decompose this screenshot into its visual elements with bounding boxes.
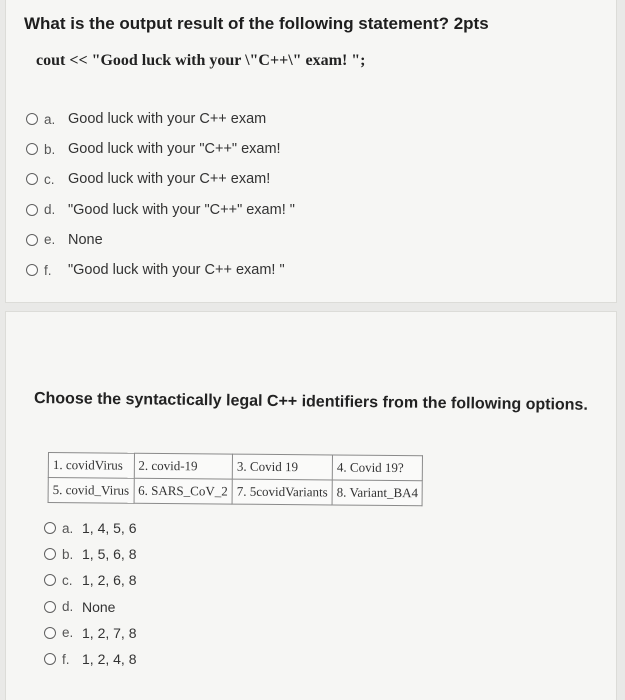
radio-button-icon[interactable] — [44, 627, 56, 639]
table-row — [48, 453, 423, 481]
table-cell: 2. covid-19 — [134, 453, 233, 479]
option-text: 1, 2, 7, 8 — [82, 624, 137, 641]
table-cell: 8. Variant_BA4 — [332, 480, 423, 506]
option-letter: f. — [62, 651, 70, 667]
option-d[interactable] — [26, 195, 295, 225]
question-2-options — [44, 515, 136, 672]
option-text: Good luck with your C++ exam! — [68, 171, 271, 188]
option-text: 1, 4, 5, 6 — [82, 520, 137, 537]
option-letter: a. — [62, 520, 74, 536]
radio-button-icon[interactable] — [44, 653, 56, 665]
option-text: "Good luck with your "C++" exam! " — [68, 201, 295, 218]
radio-button-icon[interactable] — [26, 173, 38, 185]
radio-button-icon[interactable] — [26, 264, 38, 276]
option-e[interactable] — [26, 225, 295, 255]
radio-button-icon[interactable] — [26, 113, 38, 125]
option-text: None — [68, 231, 103, 248]
option-letter: c. — [44, 171, 55, 187]
option-c[interactable] — [44, 567, 136, 593]
option-d[interactable] — [44, 594, 136, 620]
table-cell: 7. 5covidVariants — [232, 479, 332, 505]
question-1-card — [6, 0, 616, 302]
option-letter: e. — [44, 232, 56, 248]
radio-button-icon[interactable] — [26, 234, 38, 246]
radio-button-icon[interactable] — [26, 143, 38, 155]
option-letter: c. — [62, 572, 73, 588]
radio-button-icon[interactable] — [44, 601, 56, 613]
question-1-code: cout << "Good luck with your \"C++\" exam! "; — [36, 52, 366, 69]
option-f[interactable] — [44, 646, 136, 672]
question-2-card — [6, 312, 616, 700]
option-text: Good luck with your "C++" exam! — [68, 141, 281, 158]
option-text: Good luck with your C++ exam — [68, 111, 267, 128]
option-letter: d. — [44, 202, 56, 218]
question-1-title: What is the output result of the following statement? 2pts — [24, 14, 489, 33]
option-c[interactable] — [26, 164, 295, 194]
option-b[interactable] — [26, 134, 295, 164]
option-letter: f. — [44, 262, 52, 278]
option-text: 1, 2, 4, 8 — [82, 651, 137, 668]
radio-button-icon[interactable] — [44, 548, 56, 560]
radio-button-icon[interactable] — [26, 204, 38, 216]
table-cell: 4. Covid 19? — [332, 455, 423, 481]
option-text: "Good luck with your C++ exam! " — [68, 262, 285, 279]
option-letter: b. — [62, 546, 74, 562]
radio-button-icon[interactable] — [44, 574, 56, 586]
option-letter: b. — [44, 141, 56, 157]
table-cell: 3. Covid 19 — [232, 454, 332, 480]
identifier-table — [48, 452, 424, 506]
option-b[interactable] — [44, 541, 136, 567]
table-cell: 1. covidVirus — [48, 453, 134, 479]
radio-button-icon[interactable] — [44, 522, 56, 534]
option-text: None — [82, 598, 116, 615]
option-letter: e. — [62, 625, 74, 641]
option-a[interactable] — [26, 104, 295, 134]
question-1-options — [26, 104, 295, 285]
table-row — [48, 478, 423, 506]
option-f[interactable] — [26, 255, 295, 285]
option-text: 1, 2, 6, 8 — [82, 572, 137, 589]
table-cell: 5. covid_Virus — [48, 478, 134, 504]
option-text: 1, 5, 6, 8 — [82, 546, 137, 563]
table-cell: 6. SARS_CoV_2 — [134, 478, 233, 504]
option-e[interactable] — [44, 620, 136, 646]
option-letter: d. — [62, 599, 74, 615]
option-a[interactable] — [44, 515, 136, 541]
option-letter: a. — [44, 111, 56, 127]
question-2-title: Choose the syntactically legal C++ identifiers from the following options. — [33, 390, 588, 414]
